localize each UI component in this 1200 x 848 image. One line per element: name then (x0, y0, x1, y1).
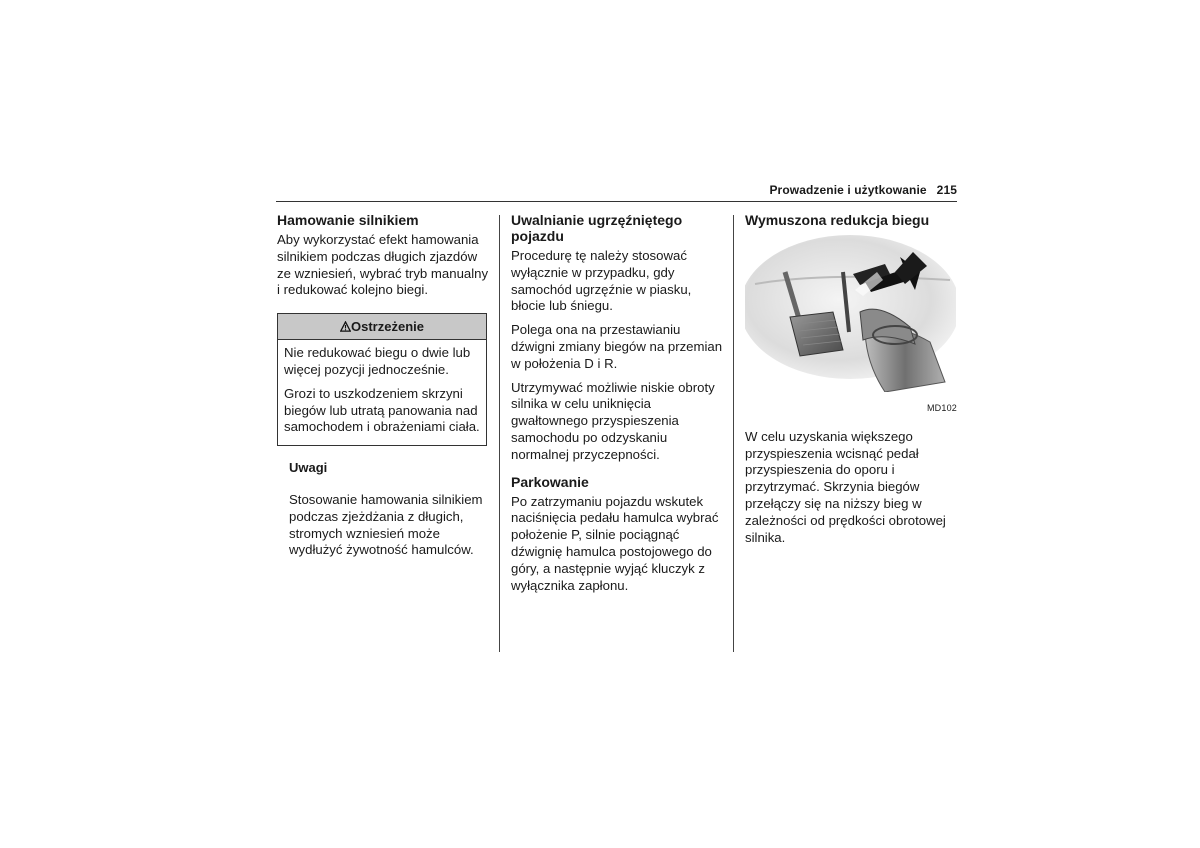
column-divider-1 (499, 215, 500, 652)
header-divider (276, 201, 957, 202)
notes-block (277, 460, 489, 559)
running-header (276, 183, 957, 201)
column-1 (277, 212, 489, 566)
notes-title: Uwagi (289, 460, 328, 476)
figure-caption: MD102 (926, 403, 957, 413)
notes-text: Stosowanie hamowania silnikiem podczas zjeżdżania z długich, stromych wzniesień może wydłużyć żywotność hamulców. (289, 491, 483, 558)
warning-box (277, 313, 487, 446)
warning-title: Ostrzeżenie (351, 319, 424, 335)
column-3 (745, 212, 957, 553)
heading-kickdown: Wymuszona redukcja biegu (745, 212, 930, 228)
section-title: Prowadzenie i użytkowanie (769, 183, 927, 197)
warning-header (278, 314, 486, 340)
paragraph-unstuck-3: Utrzymywać możliwie niskie obroty silnika w celu uniknięcia gwałtownego przyspieszenia samochodu po odzyskaniu normalnej przyczepności. (511, 379, 715, 462)
column-divider-2 (733, 215, 734, 652)
paragraph-engine-braking: Aby wykorzystać efekt hamowania silnikiem podczas długich zjazdów ze wzniesień, wybrać tryb manualny i redukować kolejno biegi. (277, 232, 489, 298)
accelerator-pedal-illustration (745, 232, 956, 392)
column-2 (511, 212, 723, 601)
paragraph-unstuck-1: Procedurę tę należy stosować wyłącznie w przypadku, gdy samochód ugrzęźnie w piasku, błocie lub śniegu. (511, 248, 692, 314)
warning-triangle-icon (340, 321, 351, 332)
warning-text-1: Nie redukować biegu o dwie lub więcej pozycji jednocześnie. (284, 345, 471, 377)
heading-engine-braking: Hamowanie silnikiem (277, 212, 419, 228)
paragraph-kickdown: W celu uzyskania większego przyspieszenia wcisnąć pedał przyspieszenia do oporu i przytrzymać. Skrzynia biegów przełączy się na niższy bieg w zależności od prędkości obrotowej silnika. (745, 428, 946, 545)
paragraph-unstuck-2: Polega ona na przestawianiu dźwigni zmiany biegów na przemian w położenia D i R. (511, 322, 723, 371)
warning-text-2: Grozi to uszkodzeniem skrzyni biegów lub utratą panowania nad samochodem i obrażeniami ciała. (284, 385, 480, 435)
pedal-illustration-icon (745, 232, 956, 392)
page-number: 215 (936, 183, 957, 197)
heading-parking: Parkowanie (511, 473, 589, 490)
warning-body (278, 340, 486, 445)
paragraph-parking: Po zatrzymaniu pojazdu wskutek naciśnięcia pedału hamulca wybrać położenie P, silnie pociągnąć dźwignię hamulca postojowego do góry, a następnie wyjąć kluczyk z wyłącznika zapłonu. (511, 493, 719, 593)
heading-unstuck-vehicle: Uwalnianie ugrzęźniętego pojazdu (511, 212, 683, 244)
